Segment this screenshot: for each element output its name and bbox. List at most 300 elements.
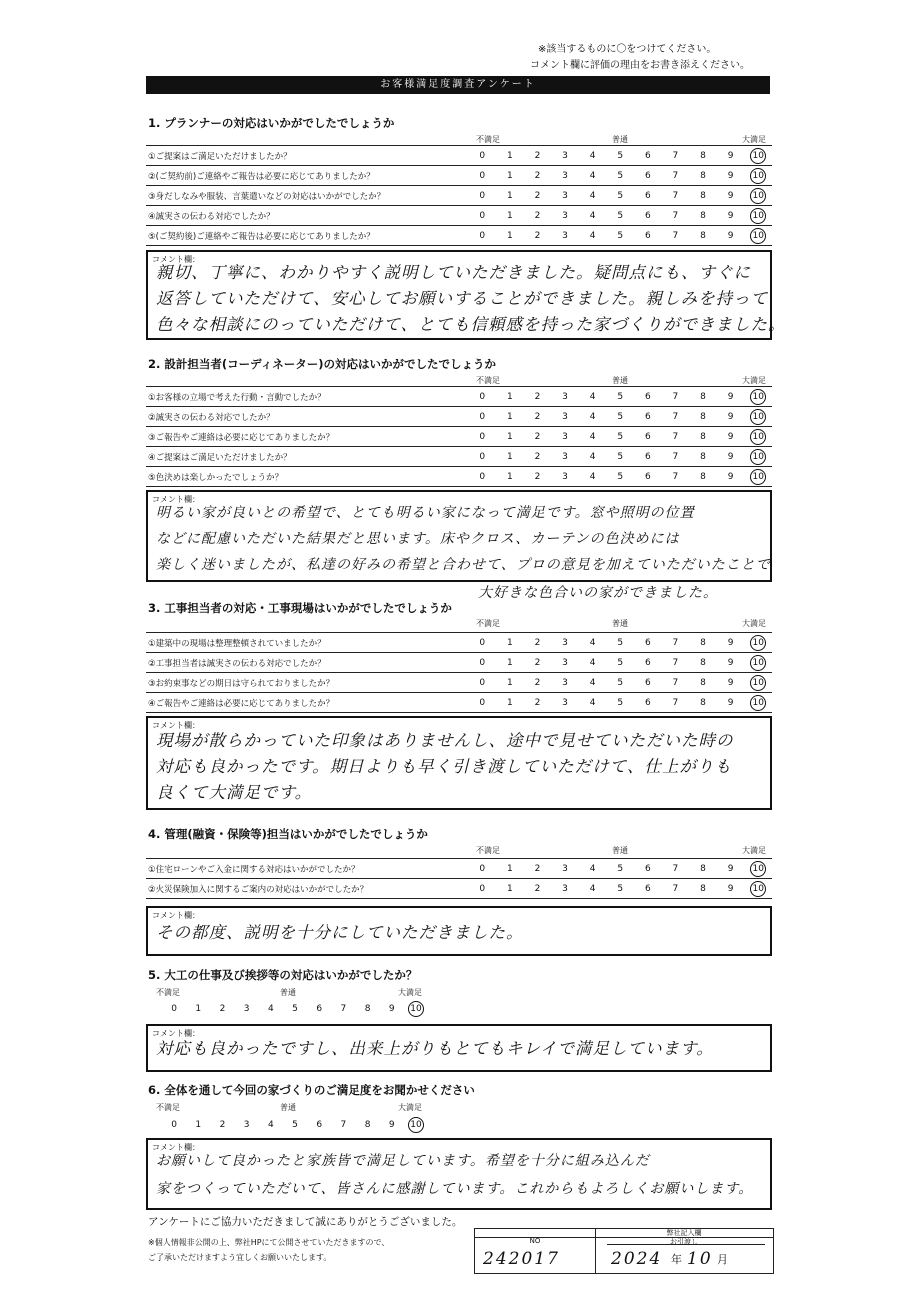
scale-high-label: 大満足 bbox=[742, 619, 766, 628]
rating-option[interactable]: 3 bbox=[562, 170, 568, 181]
question-row bbox=[146, 467, 772, 487]
question-row bbox=[146, 633, 772, 653]
rating-option[interactable]: 9 bbox=[727, 411, 734, 422]
comment-line: 楽しく迷いましたが、私達の好みの希望と合わせて、プロの意見を加えていただいたことで bbox=[156, 557, 771, 573]
section-1-questions bbox=[146, 145, 772, 246]
rating-option[interactable]: 0 bbox=[479, 431, 486, 442]
comment-line: その都度、説明を十分にしていただきました。 bbox=[156, 923, 524, 942]
rating-option[interactable]: 4 bbox=[589, 471, 596, 482]
rating-option[interactable]: 6 bbox=[316, 1004, 323, 1014]
rating-option[interactable]: 4 bbox=[589, 411, 596, 422]
rating-option[interactable]: 4 bbox=[589, 863, 596, 874]
rating-option[interactable]: 2 bbox=[534, 230, 541, 241]
scale-mid-label: 普通 bbox=[280, 1103, 296, 1112]
rating-option[interactable]: 8 bbox=[700, 411, 706, 422]
rating-option[interactable]: 8 bbox=[700, 677, 706, 688]
rating-option[interactable]: 3 bbox=[562, 863, 568, 874]
question-row bbox=[146, 879, 772, 899]
rating-option[interactable]: 3 bbox=[562, 677, 568, 688]
rating-scale bbox=[468, 638, 772, 648]
rating-option[interactable]: 6 bbox=[644, 391, 651, 402]
rating-option[interactable]: 9 bbox=[727, 431, 734, 442]
rating-option[interactable]: 2 bbox=[534, 170, 541, 181]
rating-option[interactable]: 6 bbox=[644, 677, 651, 688]
instruction-note-1: ※該当するものに〇をつけてください。 bbox=[538, 44, 717, 55]
rating-option[interactable]: 0 bbox=[479, 637, 486, 648]
section-6-rating-scale bbox=[162, 1120, 428, 1130]
rating-option[interactable]: 7 bbox=[672, 210, 679, 221]
comment-label: コメント欄： bbox=[152, 255, 200, 264]
question-row bbox=[146, 673, 772, 693]
rating-option[interactable]: 3 bbox=[562, 230, 568, 241]
rating-option[interactable]: 4 bbox=[589, 431, 596, 442]
rating-option[interactable]: 2 bbox=[534, 697, 541, 708]
scale-low-label: 不満足 bbox=[476, 135, 500, 144]
rating-option[interactable]: 3 bbox=[243, 1004, 250, 1014]
question-row bbox=[146, 166, 772, 186]
survey-title-banner: お客様満足度調査アンケート bbox=[146, 76, 770, 94]
rating-option[interactable]: 8 bbox=[700, 471, 706, 482]
rating-option-selected[interactable]: 10 bbox=[744, 191, 772, 201]
rating-option[interactable]: 7 bbox=[672, 411, 679, 422]
rating-option[interactable]: 7 bbox=[672, 637, 679, 648]
scale-high-label: 大満足 bbox=[398, 988, 422, 997]
rating-option-selected[interactable]: 10 bbox=[744, 658, 772, 668]
rating-option[interactable]: 5 bbox=[617, 190, 624, 201]
question-text: ②誠実さの伝わる対応でしたか？ bbox=[148, 412, 275, 423]
rating-option[interactable]: 3 bbox=[562, 210, 568, 221]
rating-option-selected[interactable]: 10 bbox=[744, 211, 772, 221]
rating-option[interactable]: 4 bbox=[589, 190, 596, 201]
handover-label: お引渡し bbox=[670, 1238, 698, 1246]
question-text: ①お客様の立場で考えた行動・言動でしたか？ bbox=[148, 392, 326, 403]
rating-option-selected[interactable]: 10 bbox=[744, 698, 772, 708]
rating-option[interactable]: 9 bbox=[727, 150, 734, 161]
rating-option[interactable]: 9 bbox=[727, 657, 734, 668]
question-row bbox=[146, 226, 772, 246]
rating-option[interactable]: 1 bbox=[506, 190, 513, 201]
rating-option[interactable]: 0 bbox=[479, 210, 486, 221]
rating-option[interactable]: 8 bbox=[700, 210, 706, 221]
question-text: ③身だしなみや服装、言葉遣いなどの対応はいかがでしたか？ bbox=[148, 191, 386, 202]
year-unit: 年 bbox=[671, 1253, 682, 1266]
rating-option[interactable]: 8 bbox=[364, 1120, 371, 1130]
question-text: ①住宅ローンやご入金に関する対応はいかがでしたか？ bbox=[148, 864, 360, 875]
rating-option[interactable]: 3 bbox=[562, 657, 568, 668]
rating-option[interactable]: 5 bbox=[617, 471, 624, 482]
comment-label: コメント欄： bbox=[152, 1143, 200, 1152]
rating-option[interactable]: 4 bbox=[589, 150, 596, 161]
comment-label: コメント欄： bbox=[152, 911, 200, 920]
rating-option[interactable]: 9 bbox=[727, 170, 734, 181]
rating-option[interactable]: 7 bbox=[672, 657, 679, 668]
thanks-message: アンケートにご協力いただきまして誠にありがとうございました。 bbox=[148, 1216, 463, 1228]
rating-option[interactable]: 7 bbox=[672, 391, 679, 402]
rating-option[interactable]: 9 bbox=[727, 190, 734, 201]
scale-high-label: 大満足 bbox=[742, 376, 766, 385]
rating-option[interactable]: 5 bbox=[617, 431, 624, 442]
question-text: ③ご報告やご連絡は必要に応じてありましたか？ bbox=[148, 432, 335, 443]
rating-option[interactable]: 1 bbox=[506, 883, 513, 894]
rating-option[interactable]: 0 bbox=[479, 697, 486, 708]
rating-scale bbox=[468, 698, 772, 708]
rating-option-selected[interactable]: 10 bbox=[744, 452, 772, 462]
rating-option[interactable]: 1 bbox=[506, 451, 513, 462]
rating-option[interactable]: 7 bbox=[340, 1120, 347, 1130]
question-text: ①ご提案はご満足いただけましたか？ bbox=[148, 151, 292, 162]
scale-low-label: 不満足 bbox=[156, 988, 180, 997]
rating-option[interactable]: 5 bbox=[617, 863, 624, 874]
rating-option[interactable]: 2 bbox=[534, 431, 541, 442]
rating-option[interactable]: 1 bbox=[506, 230, 513, 241]
rating-option-selected[interactable]: 10 bbox=[744, 392, 772, 402]
office-use-label: 弊社記入欄 bbox=[666, 1229, 702, 1237]
rating-option[interactable]: 0 bbox=[171, 1120, 177, 1130]
rating-option[interactable]: 7 bbox=[672, 883, 679, 894]
question-text: ④誠実さの伝わる対応でしたか？ bbox=[148, 211, 275, 222]
section-5-rating-scale bbox=[162, 1004, 428, 1014]
rating-option[interactable]: 3 bbox=[562, 471, 568, 482]
question-row bbox=[146, 387, 772, 407]
rating-scale bbox=[468, 211, 772, 221]
rating-option[interactable]: 1 bbox=[506, 150, 513, 161]
question-text: ②火災保険加入に関するご案内の対応はいかがでしたか？ bbox=[148, 884, 369, 895]
rating-option[interactable]: 2 bbox=[534, 657, 541, 668]
rating-option[interactable]: 3 bbox=[562, 697, 568, 708]
scale-mid-label: 普通 bbox=[612, 135, 628, 144]
rating-option[interactable]: 9 bbox=[727, 637, 734, 648]
rating-option[interactable]: 5 bbox=[617, 451, 624, 462]
rating-option[interactable]: 4 bbox=[589, 677, 596, 688]
rating-option[interactable]: 0 bbox=[479, 883, 486, 894]
rating-option-selected[interactable]: 10 bbox=[744, 638, 772, 648]
rating-option-selected[interactable]: 10 bbox=[744, 864, 772, 874]
rating-option[interactable]: 0 bbox=[479, 451, 486, 462]
rating-scale bbox=[468, 472, 772, 482]
question-text: ②工事担当者は誠実さの伝わる対応でしたか？ bbox=[148, 658, 326, 669]
rating-option[interactable]: 8 bbox=[700, 150, 706, 161]
rating-scale bbox=[468, 151, 772, 161]
rating-option[interactable]: 2 bbox=[534, 677, 541, 688]
scale-mid-label: 普通 bbox=[612, 619, 628, 628]
rating-option[interactable]: 7 bbox=[672, 230, 679, 241]
rating-option[interactable]: 2 bbox=[534, 391, 541, 402]
rating-option[interactable]: 4 bbox=[589, 230, 596, 241]
rating-option[interactable]: 8 bbox=[364, 1004, 371, 1014]
comment-line: お願いして良かったと家族皆で満足しています。希望を十分に組み込んだ bbox=[156, 1153, 650, 1169]
question-text: ③お約束事などの期日は守られておりましたか？ bbox=[148, 678, 335, 689]
section-3-comment-box bbox=[146, 716, 772, 810]
rating-option[interactable]: 0 bbox=[479, 657, 486, 668]
rating-option[interactable]: 8 bbox=[700, 170, 706, 181]
rating-option[interactable]: 0 bbox=[479, 471, 486, 482]
section-4-title: 4. 管理(融資・保険等)担当はいかがでしたでしょうか bbox=[148, 827, 428, 841]
record-number: 242017 bbox=[483, 1249, 560, 1269]
rating-option[interactable]: 7 bbox=[672, 677, 679, 688]
rating-option[interactable]: 5 bbox=[617, 657, 624, 668]
rating-option[interactable]: 0 bbox=[479, 150, 486, 161]
rating-option[interactable]: 2 bbox=[534, 150, 541, 161]
rating-option[interactable]: 7 bbox=[340, 1004, 347, 1014]
rating-option[interactable]: 8 bbox=[700, 190, 706, 201]
question-text: ②(ご契約前)ご連絡やご報告は必要に応じてありましたか？ bbox=[148, 171, 375, 182]
rating-option[interactable]: 9 bbox=[727, 391, 734, 402]
rating-option[interactable]: 0 bbox=[479, 230, 486, 241]
rating-option[interactable]: 5 bbox=[617, 210, 624, 221]
rating-option[interactable]: 3 bbox=[562, 883, 568, 894]
rating-option[interactable]: 2 bbox=[534, 883, 541, 894]
rating-option[interactable]: 5 bbox=[292, 1004, 298, 1014]
rating-option[interactable]: 4 bbox=[267, 1004, 274, 1014]
rating-option[interactable]: 5 bbox=[617, 677, 624, 688]
question-row bbox=[146, 186, 772, 206]
rating-option[interactable]: 1 bbox=[506, 471, 513, 482]
rating-option[interactable]: 8 bbox=[700, 637, 706, 648]
rating-option[interactable]: 4 bbox=[589, 697, 596, 708]
rating-option[interactable]: 4 bbox=[267, 1120, 274, 1130]
rating-option[interactable]: 5 bbox=[617, 230, 624, 241]
section-2-title: 2. 設計担当者(コーディネーター)の対応はいかがでしたでしょうか bbox=[148, 357, 496, 371]
rating-option[interactable]: 4 bbox=[589, 451, 596, 462]
rating-option-selected[interactable]: 10 bbox=[404, 1120, 428, 1130]
comment-label: コメント欄： bbox=[152, 1029, 200, 1038]
rating-option[interactable]: 2 bbox=[534, 190, 541, 201]
section-6-title: 6. 全体を通して今回の家づくりのご満足度をお聞かせください bbox=[148, 1083, 475, 1097]
section-4-comment-box bbox=[146, 906, 772, 956]
rating-option[interactable]: 0 bbox=[479, 170, 486, 181]
rating-option[interactable]: 6 bbox=[644, 657, 651, 668]
comment-line: 対応も良かったですし、出来上がりもとてもキレイで満足しています。 bbox=[156, 1039, 714, 1058]
rating-option[interactable]: 6 bbox=[644, 471, 651, 482]
rating-option-selected[interactable]: 10 bbox=[744, 678, 772, 688]
rating-option[interactable]: 3 bbox=[562, 451, 568, 462]
rating-scale bbox=[468, 191, 772, 201]
rating-option[interactable]: 6 bbox=[644, 170, 651, 181]
section-4-questions bbox=[146, 858, 772, 899]
rating-option[interactable]: 3 bbox=[562, 411, 568, 422]
rating-option[interactable]: 4 bbox=[589, 210, 596, 221]
rating-option[interactable]: 9 bbox=[388, 1120, 395, 1130]
comment-line: などに配慮いただいた結果だと思います。床やクロス、カーテンの色決めには bbox=[156, 531, 680, 547]
rating-option[interactable]: 3 bbox=[562, 637, 568, 648]
rating-option[interactable]: 7 bbox=[672, 471, 679, 482]
rating-option[interactable]: 2 bbox=[534, 637, 541, 648]
rating-option[interactable]: 2 bbox=[534, 451, 541, 462]
rating-option[interactable]: 4 bbox=[589, 637, 596, 648]
rating-option[interactable]: 6 bbox=[644, 431, 651, 442]
rating-option[interactable]: 3 bbox=[562, 431, 568, 442]
rating-option[interactable]: 5 bbox=[292, 1120, 298, 1130]
rating-option[interactable]: 1 bbox=[506, 863, 513, 874]
rating-option[interactable]: 7 bbox=[672, 190, 679, 201]
section-5-title: 5. 大工の仕事及び挨拶等の対応はいかがでしたか？ bbox=[148, 968, 418, 982]
rating-option[interactable]: 1 bbox=[506, 170, 513, 181]
rating-option[interactable]: 8 bbox=[700, 697, 706, 708]
rating-option[interactable]: 0 bbox=[479, 391, 486, 402]
rating-option[interactable]: 1 bbox=[506, 657, 513, 668]
rating-option[interactable]: 9 bbox=[727, 451, 734, 462]
rating-option[interactable]: 6 bbox=[644, 637, 651, 648]
rating-option[interactable]: 0 bbox=[479, 411, 486, 422]
scale-low-label: 不満足 bbox=[476, 619, 500, 628]
rating-option[interactable]: 7 bbox=[672, 697, 679, 708]
scale-mid-label: 普通 bbox=[280, 988, 296, 997]
question-row bbox=[146, 146, 772, 166]
rating-scale bbox=[468, 432, 772, 442]
rating-option[interactable]: 0 bbox=[171, 1004, 177, 1014]
rating-option[interactable]: 2 bbox=[219, 1120, 226, 1130]
rating-option[interactable]: 0 bbox=[479, 190, 486, 201]
rating-option[interactable]: 1 bbox=[506, 431, 513, 442]
rating-option[interactable]: 1 bbox=[506, 697, 513, 708]
question-row bbox=[146, 206, 772, 226]
question-text: ⑤(ご契約後)ご連絡やご報告は必要に応じてありましたか？ bbox=[148, 231, 375, 242]
rating-option-selected[interactable]: 10 bbox=[744, 231, 772, 241]
rating-option[interactable]: 8 bbox=[700, 657, 706, 668]
rating-option-selected[interactable]: 10 bbox=[744, 171, 772, 181]
instruction-note-2: コメント欄に評価の理由をお書き添えください。 bbox=[530, 60, 750, 71]
scale-high-label: 大満足 bbox=[398, 1103, 422, 1112]
section-5-comment-box bbox=[146, 1024, 772, 1072]
question-text: ⑤色決めは楽しかったでしょうか？ bbox=[148, 472, 284, 483]
rating-option[interactable]: 8 bbox=[700, 451, 706, 462]
section-3-title: 3. 工事担当者の対応・工事現場はいかがでしたでしょうか bbox=[148, 601, 452, 615]
question-text: ④ご提案はご満足いただけましたか？ bbox=[148, 452, 292, 463]
rating-option[interactable]: 6 bbox=[644, 411, 651, 422]
question-row bbox=[146, 693, 772, 713]
privacy-note-2: ご了承いただけますよう宜しくお願いいたします。 bbox=[148, 1253, 332, 1262]
rating-option[interactable]: 5 bbox=[617, 391, 624, 402]
rating-option[interactable]: 6 bbox=[644, 190, 651, 201]
section-3-questions bbox=[146, 632, 772, 713]
scale-high-label: 大満足 bbox=[742, 846, 766, 855]
rating-scale bbox=[468, 884, 772, 894]
scale-low-label: 不満足 bbox=[156, 1103, 180, 1112]
rating-option[interactable]: 4 bbox=[589, 883, 596, 894]
comment-line: 親切、丁寧に、わかりやすく説明していただきました。疑問点にも、すぐに bbox=[156, 263, 751, 282]
rating-scale bbox=[468, 678, 772, 688]
rating-option[interactable]: 9 bbox=[727, 471, 734, 482]
rating-option[interactable]: 5 bbox=[617, 170, 624, 181]
rating-option-selected[interactable]: 10 bbox=[744, 884, 772, 894]
rating-option[interactable]: 8 bbox=[700, 391, 706, 402]
rating-option[interactable]: 1 bbox=[195, 1120, 202, 1130]
section-2-questions bbox=[146, 386, 772, 487]
rating-option[interactable]: 1 bbox=[506, 391, 513, 402]
rating-option[interactable]: 3 bbox=[562, 190, 568, 201]
question-row bbox=[146, 653, 772, 673]
section-2-comment-box bbox=[146, 490, 772, 582]
rating-option[interactable]: 6 bbox=[644, 150, 651, 161]
question-row bbox=[146, 447, 772, 467]
rating-option[interactable]: 7 bbox=[672, 150, 679, 161]
rating-option[interactable]: 4 bbox=[589, 657, 596, 668]
scale-mid-label: 普通 bbox=[612, 846, 628, 855]
rating-option[interactable]: 4 bbox=[589, 391, 596, 402]
handover-year: 2024 bbox=[611, 1249, 663, 1269]
rating-option-selected[interactable]: 10 bbox=[744, 412, 772, 422]
comment-line: 良くて大満足です。 bbox=[156, 783, 313, 802]
office-use-table bbox=[474, 1228, 774, 1274]
rating-option[interactable]: 1 bbox=[506, 411, 513, 422]
rating-option[interactable]: 1 bbox=[506, 637, 513, 648]
rating-option[interactable]: 7 bbox=[672, 170, 679, 181]
rating-option[interactable]: 6 bbox=[644, 451, 651, 462]
rating-option[interactable]: 5 bbox=[617, 697, 624, 708]
rating-option[interactable]: 6 bbox=[644, 863, 651, 874]
rating-option[interactable]: 2 bbox=[219, 1004, 226, 1014]
rating-scale bbox=[468, 392, 772, 402]
rating-option[interactable]: 5 bbox=[617, 411, 624, 422]
rating-option[interactable]: 2 bbox=[534, 210, 541, 221]
rating-option[interactable]: 5 bbox=[617, 883, 624, 894]
section-6-comment-box bbox=[146, 1138, 772, 1210]
rating-option[interactable]: 6 bbox=[644, 883, 651, 894]
rating-option[interactable]: 6 bbox=[316, 1120, 323, 1130]
question-text: ①建築中の現場は整理整頓されていましたか？ bbox=[148, 638, 326, 649]
rating-option[interactable]: 9 bbox=[727, 210, 734, 221]
rating-option[interactable]: 6 bbox=[644, 230, 651, 241]
rating-option[interactable]: 9 bbox=[727, 863, 734, 874]
rating-scale bbox=[468, 171, 772, 181]
rating-option[interactable]: 0 bbox=[479, 677, 486, 688]
rating-option[interactable]: 5 bbox=[617, 637, 624, 648]
rating-option[interactable]: 8 bbox=[700, 230, 706, 241]
rating-option-selected[interactable]: 10 bbox=[744, 472, 772, 482]
rating-option[interactable]: 7 bbox=[672, 863, 679, 874]
rating-option-selected[interactable]: 10 bbox=[744, 432, 772, 442]
rating-option[interactable]: 8 bbox=[700, 883, 706, 894]
rating-option[interactable]: 7 bbox=[672, 451, 679, 462]
question-text: ④ご報告やご連絡は必要に応じてありましたか？ bbox=[148, 698, 335, 709]
rating-option[interactable]: 1 bbox=[506, 677, 513, 688]
rating-option[interactable]: 9 bbox=[727, 883, 734, 894]
rating-option[interactable]: 2 bbox=[534, 471, 541, 482]
section-1-comment-box bbox=[146, 250, 786, 340]
rating-option[interactable]: 1 bbox=[195, 1004, 202, 1014]
comment-line: 返答していただけて、安心してお願いすることができました。親しみを持って bbox=[156, 289, 769, 308]
question-row bbox=[146, 427, 772, 447]
comment-line: 現場が散らかっていた印象はありませんし、途中で見せていただいた時の bbox=[156, 731, 734, 750]
rating-option-selected[interactable]: 10 bbox=[744, 151, 772, 161]
rating-option[interactable]: 3 bbox=[562, 150, 568, 161]
rating-option[interactable]: 3 bbox=[562, 391, 568, 402]
comment-line: 明るい家が良いとの希望で、とても明るい家になって満足です。窓や照明の位置 bbox=[156, 505, 695, 521]
rating-option[interactable]: 0 bbox=[479, 863, 486, 874]
rating-option[interactable]: 7 bbox=[672, 431, 679, 442]
rating-option[interactable]: 9 bbox=[388, 1004, 395, 1014]
rating-option[interactable]: 1 bbox=[506, 210, 513, 221]
rating-option[interactable]: 2 bbox=[534, 863, 541, 874]
rating-option[interactable]: 4 bbox=[589, 170, 596, 181]
rating-option[interactable]: 2 bbox=[534, 411, 541, 422]
rating-option[interactable]: 5 bbox=[617, 150, 624, 161]
rating-option[interactable]: 3 bbox=[243, 1120, 250, 1130]
rating-option[interactable]: 6 bbox=[644, 210, 651, 221]
rating-scale bbox=[468, 452, 772, 462]
comment-line: 家をつくっていただいて、皆さんに感謝しています。これからもよろしくお願いします。 bbox=[156, 1181, 754, 1197]
rating-scale bbox=[468, 231, 772, 241]
rating-option[interactable]: 6 bbox=[644, 697, 651, 708]
rating-option-selected[interactable]: 10 bbox=[404, 1004, 428, 1014]
rating-option[interactable]: 8 bbox=[700, 431, 706, 442]
comment-line: 色々な相談にのっていただけて、とても信頼感を持った家づくりができました。 bbox=[156, 315, 786, 334]
rating-option[interactable]: 9 bbox=[727, 677, 734, 688]
rating-option[interactable]: 9 bbox=[727, 230, 734, 241]
question-row bbox=[146, 407, 772, 427]
rating-option[interactable]: 8 bbox=[700, 863, 706, 874]
rating-option[interactable]: 9 bbox=[727, 697, 734, 708]
